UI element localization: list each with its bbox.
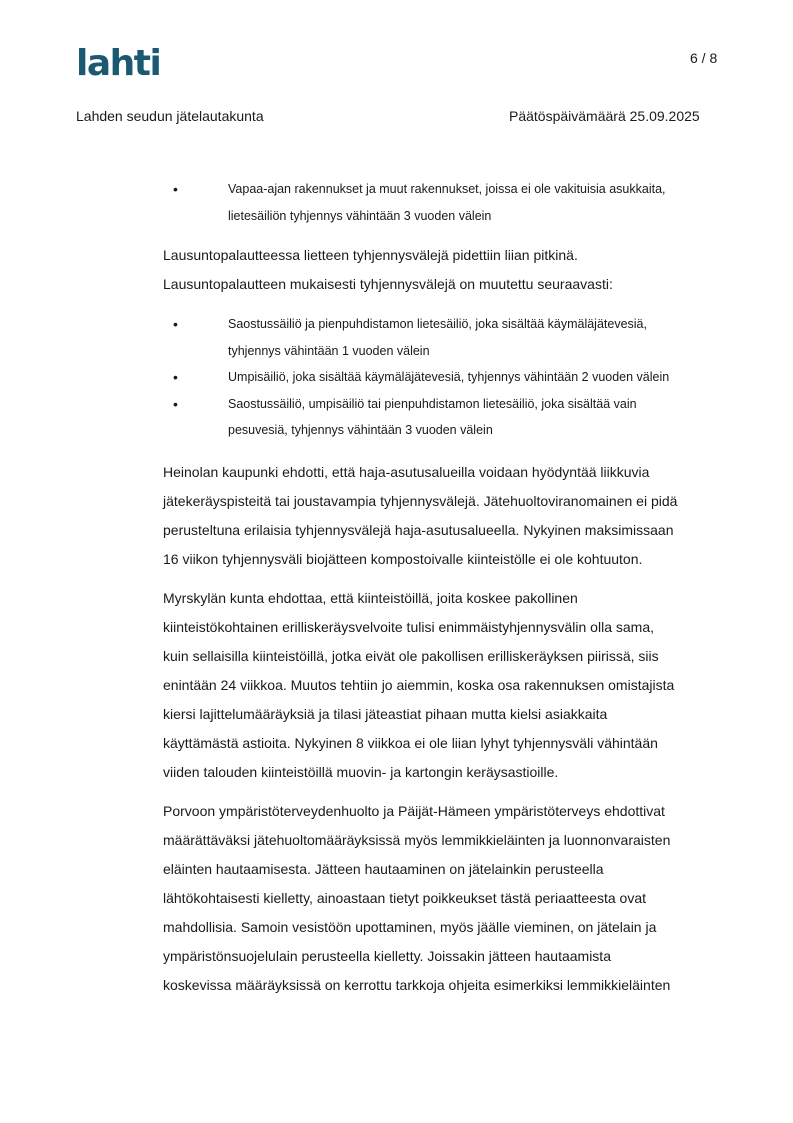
paragraph: Myrskylän kunta ehdottaa, että kiinteistöillä, joita koskee pakollinen kiinteistökohtainen erilliskeräysvelvoite tulisi enimmäistyhjennysvälin olla sama, kuin sellaisilla kiinteistöillä, jotka eivät ole pakollisen erilliskeräyksen piirissä, siis enintään 24 viikkoa. Muutos tehtiin jo aiemmin, koska osa rakennuksen omistajista kiersi lajittelumääräyksiä ja tilasi jäteastiat pihaan mutta kielsi asiakkaita käyttämästä astioita. Nykyinen 8 viikkoa ei ole liian lyhyt tyhjennysväli vähintään viiden talouden kiinteistöillä muovin- ja kartongin keräysastioille. <box>163 589 675 780</box>
list-item <box>163 391 723 444</box>
list-line: Umpisäiliö, joka sisältää käymäläjätevesiä, tyhjennys vähintään 2 vuoden välein <box>228 370 670 384</box>
paragraph: Heinolan kaupunki ehdotti, että haja-asutusalueilla voidaan hyödyntää liikkuvia jätekeräyspisteitä tai joustavampia tyhjennysvälejä. Jätehuoltoviranomainen ei pidä perusteltuna erilaisia tyhjennysvälejä haja-asutusalueella. Nykyinen maksimissaan 16 viikon tyhjennysväli biojätteen kompostoivalle kiinteistölle ei ole kohtuuton. <box>163 463 678 567</box>
bullet-list-1 <box>163 176 723 229</box>
list-line: lietesäiliön tyhjennys vähintään 3 vuoden välein <box>228 208 492 223</box>
list-line: pesuvesiä, tyhjennys vähintään 3 vuoden välein <box>228 423 493 437</box>
list-item <box>163 176 723 229</box>
lahti-logo: lahti <box>76 43 161 84</box>
page-number: 6 / 8 <box>690 50 718 66</box>
paragraph: Lausuntopalautteessa lietteen tyhjennysvälejä pidettiin liian pitkinä. Lausuntopalautteen mukaisesti tyhjennysvälejä on muutettu seuraavasti: <box>163 247 613 292</box>
organization-name: Lahden seudun jätelautakunta <box>76 108 264 124</box>
list-line: Saostussäiliö, umpisäiliö tai pienpuhdistamon lietesäiliö, joka sisältää vain <box>228 396 637 411</box>
bullet-icon: • <box>173 181 178 197</box>
list-item <box>163 311 723 364</box>
bullet-icon: • <box>173 316 178 332</box>
bullet-icon: • <box>173 395 178 412</box>
decision-date: Päätöspäivämäärä 25.09.2025 <box>509 108 700 124</box>
bullet-list-2 <box>163 311 723 444</box>
list-line: Vapaa-ajan rakennukset ja muut rakennukset, joissa ei ole vakituisia asukkaita, <box>228 182 666 196</box>
bullet-icon: • <box>173 369 178 385</box>
document-body <box>163 176 723 1000</box>
list-line: Saostussäiliö ja pienpuhdistamon lietesäiliö, joka sisältää käymäläjätevesiä, <box>228 317 647 331</box>
list-item <box>163 364 723 391</box>
list-line: tyhjennys vähintään 1 vuoden välein <box>228 343 430 358</box>
paragraph: Porvoon ympäristöterveydenhuolto ja Päijät-Hämeen ympäristöterveys ehdottivat määrättäväksi jätehuoltomääräyksissä myös lemmikkieläinten ja luonnonvaraisten eläinten hautaamisesta. Jätteen hautaaminen on jätelainkin perusteella lähtökohtaisesti kielletty, ainoastaan tietyt poikkeukset tästä periaatteesta ovat mahdollisia. Samoin vesistöön upottaminen, myös jäälle vieminen, on jätelain ja ympäristönsuojelulain perusteella kielletty. Joissakin jätteen hautaamista koskevissa määräyksissä on kerrottu tarkkoja ohjeita esimerkiksi lemmikkieläinten <box>163 802 671 993</box>
